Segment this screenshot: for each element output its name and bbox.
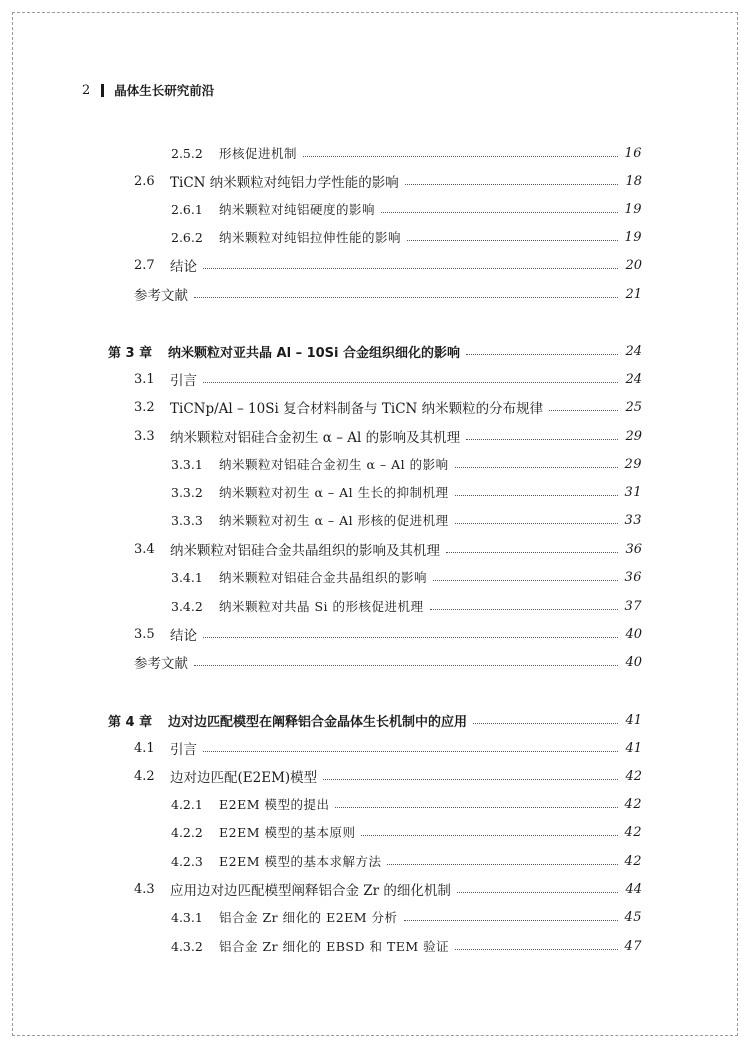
toc-entry-title: 参考文献 [134, 656, 188, 672]
toc-entry-title: 纳米颗粒对共晶 Si 的形核促进机理 [219, 599, 424, 614]
toc-entry-page: 36 [624, 569, 642, 585]
toc-leader-dots [407, 240, 618, 241]
toc-section-entry[interactable] [134, 652, 642, 672]
toc-entry-title: 纳米颗粒对初生 α – Al 生长的抑制机理 [219, 485, 449, 500]
toc-entry-number: 4.3.2 [171, 938, 203, 954]
toc-leader-dots [323, 779, 618, 780]
toc-entry-title: TiCNp/Al – 10Si 复合材料制备与 TiCN 纳米颗粒的分布规律 [170, 401, 544, 417]
toc-entry-title: 纳米颗粒对纯铝硬度的影响 [219, 202, 376, 217]
toc-subsection-entry[interactable] [171, 567, 642, 587]
toc-leader-dots [433, 580, 618, 581]
toc-entry-title: 纳米颗粒对铝硅合金共晶组织的影响及其机理 [170, 543, 440, 559]
toc-entry-page: 19 [624, 201, 642, 217]
toc-entry-page: 21 [625, 286, 642, 302]
toc-leader-dots [404, 920, 618, 921]
toc-leader-dots [466, 439, 618, 440]
toc-entry-page: 24 [625, 343, 642, 359]
toc-entry-number: 2.6.1 [171, 201, 203, 217]
toc-entry-number: 3.2 [134, 399, 155, 415]
toc-entry-page: 42 [624, 824, 642, 840]
toc-leader-dots [203, 637, 618, 638]
toc-entry-title: 铝合金 Zr 细化的 EBSD 和 TEM 验证 [219, 939, 450, 954]
toc-entry-title: 结论 [170, 259, 197, 275]
toc-subsection-entry[interactable] [171, 143, 642, 163]
toc-entry-page: 45 [624, 909, 642, 925]
toc-leader-dots [430, 609, 618, 610]
toc-subsection-entry[interactable] [171, 822, 642, 842]
toc-entry-number: 3.3 [134, 428, 155, 444]
toc-entry-page: 33 [624, 512, 642, 528]
toc-entry-page: 41 [625, 712, 642, 728]
toc-leader-dots [194, 297, 618, 298]
page-number: 2 [82, 82, 91, 98]
toc-entry-number: 4.2.3 [171, 853, 203, 869]
toc-entry-page: 16 [624, 145, 642, 161]
toc-entry-number: 第 4 章 [108, 714, 153, 730]
toc-leader-dots [457, 892, 618, 893]
toc-entry-title: 参考文献 [134, 288, 188, 304]
toc-entry-title: 形核促进机制 [219, 146, 298, 161]
toc-entry-page: 40 [625, 654, 642, 670]
toc-leader-dots [203, 382, 618, 383]
toc-entry-page: 24 [625, 371, 642, 387]
toc-chapter-entry[interactable] [108, 710, 642, 730]
toc-leader-dots [446, 552, 618, 553]
toc-entry-number: 3.1 [134, 371, 155, 387]
toc-subsection-entry[interactable] [171, 510, 642, 530]
toc-section-entry[interactable] [134, 255, 642, 275]
toc-entry-page: 29 [624, 456, 642, 472]
toc-entry-page: 25 [625, 399, 642, 415]
toc-entry-number: 3.4 [134, 541, 155, 557]
toc-entry-title: 引言 [170, 742, 197, 758]
toc-subsection-entry[interactable] [171, 482, 642, 502]
toc-entry-title: 应用边对边匹配模型阐释铝合金 Zr 的细化机制 [170, 883, 451, 899]
toc-section-entry[interactable] [134, 171, 642, 191]
toc-entry-number: 2.7 [134, 257, 155, 273]
toc-entry-title: 结论 [170, 628, 197, 644]
toc-leader-dots [335, 807, 618, 808]
toc-leader-dots [466, 354, 618, 355]
toc-entry-number: 2.5.2 [171, 145, 203, 161]
toc-entry-number: 3.5 [134, 626, 155, 642]
toc-chapter-entry[interactable] [108, 341, 642, 361]
toc-leader-dots [303, 156, 618, 157]
toc-subsection-entry[interactable] [171, 454, 642, 474]
toc-entry-number: 2.6.2 [171, 229, 203, 245]
toc-entry-page: 18 [625, 173, 642, 189]
toc-entry-title: E2EM 模型的提出 [219, 797, 330, 812]
toc-entry-title: 纳米颗粒对亚共晶 Al – 10Si 合金组织细化的影响 [168, 345, 461, 361]
toc-section-entry[interactable] [134, 369, 642, 389]
toc-leader-dots [455, 495, 618, 496]
toc-entry-title: TiCN 纳米颗粒对纯铝力学性能的影响 [170, 175, 399, 191]
toc-entry-title: 纳米颗粒对铝硅合金初生 α – Al 的影响及其机理 [170, 430, 461, 446]
toc-entry-page: 41 [625, 740, 642, 756]
toc-leader-dots [455, 523, 618, 524]
toc-entry-page: 19 [624, 229, 642, 245]
toc-section-entry[interactable] [134, 397, 642, 417]
toc-subsection-entry[interactable] [171, 907, 642, 927]
toc-entry-number: 3.3.3 [171, 512, 203, 528]
toc-entry-number: 3.3.2 [171, 484, 203, 500]
toc-entry-title: 纳米颗粒对铝硅合金共晶组织的影响 [219, 570, 428, 585]
toc-leader-dots [455, 949, 618, 950]
toc-entry-title: 边对边匹配(E2EM)模型 [170, 770, 318, 786]
toc-section-entry[interactable] [134, 766, 642, 786]
toc-leader-dots [387, 864, 618, 865]
toc-entry-title: 铝合金 Zr 细化的 E2EM 分析 [219, 910, 398, 925]
book-title: 晶体生长研究前沿 [114, 83, 215, 98]
toc-entry-page: 42 [625, 768, 642, 784]
toc-entry-number: 第 3 章 [108, 345, 153, 361]
toc-leader-dots [473, 723, 618, 724]
toc-entry-number: 4.2.2 [171, 824, 203, 840]
toc-entry-title: E2EM 模型的基本原则 [219, 825, 356, 840]
toc-subsection-entry[interactable] [171, 851, 642, 871]
toc-entry-page: 37 [624, 598, 642, 614]
toc-entry-title: 纳米颗粒对纯铝拉伸性能的影响 [219, 230, 402, 245]
toc-entry-number: 4.2 [134, 768, 155, 784]
toc-subsection-entry[interactable] [171, 794, 642, 814]
toc-subsection-entry[interactable] [171, 199, 642, 219]
toc-entry-title: 引言 [170, 373, 197, 389]
toc-entry-number: 4.1 [134, 740, 155, 756]
toc-section-entry[interactable] [134, 738, 642, 758]
toc-entry-title: 边对边匹配模型在阐释铝合金晶体生长机制中的应用 [168, 714, 468, 730]
toc-section-entry[interactable] [134, 624, 642, 644]
toc-entry-number: 3.4.1 [171, 569, 203, 585]
toc-subsection-entry[interactable] [171, 227, 642, 247]
toc-entry-title: E2EM 模型的基本求解方法 [219, 854, 382, 869]
toc-entry-page: 20 [625, 257, 642, 273]
toc-entry-title: 纳米颗粒对铝硅合金初生 α – Al 的影响 [219, 457, 449, 472]
toc-leader-dots [203, 751, 618, 752]
toc-entry-page: 31 [624, 484, 642, 500]
toc-entry-page: 42 [624, 853, 642, 869]
toc-entry-number: 2.6 [134, 173, 155, 189]
toc-section-entry[interactable] [134, 426, 642, 446]
toc-entry-page: 47 [624, 938, 642, 954]
toc-leader-dots [549, 410, 618, 411]
toc-section-entry[interactable] [134, 879, 642, 899]
toc-entry-number: 4.3 [134, 881, 155, 897]
toc-leader-dots [194, 665, 618, 666]
toc-leader-dots [381, 212, 618, 213]
toc-entry-page: 42 [624, 796, 642, 812]
toc-entry-page: 36 [625, 541, 642, 557]
toc-entry-page: 40 [625, 626, 642, 642]
toc-entry-page: 29 [625, 428, 642, 444]
toc-entry-page: 44 [625, 881, 642, 897]
toc-entry-title: 纳米颗粒对初生 α – Al 形核的促进机理 [219, 513, 449, 528]
toc-leader-dots [203, 268, 618, 269]
toc-subsection-entry[interactable] [171, 936, 642, 956]
toc-section-entry[interactable] [134, 284, 642, 304]
toc-subsection-entry[interactable] [171, 596, 642, 616]
toc-section-entry[interactable] [134, 539, 642, 559]
toc-entry-number: 3.3.1 [171, 456, 203, 472]
toc-leader-dots [361, 835, 618, 836]
toc-leader-dots [405, 184, 618, 185]
toc-entry-number: 3.4.2 [171, 598, 203, 614]
toc-entry-number: 4.2.1 [171, 796, 203, 812]
toc-leader-dots [455, 467, 618, 468]
toc-entry-number: 4.3.1 [171, 909, 203, 925]
